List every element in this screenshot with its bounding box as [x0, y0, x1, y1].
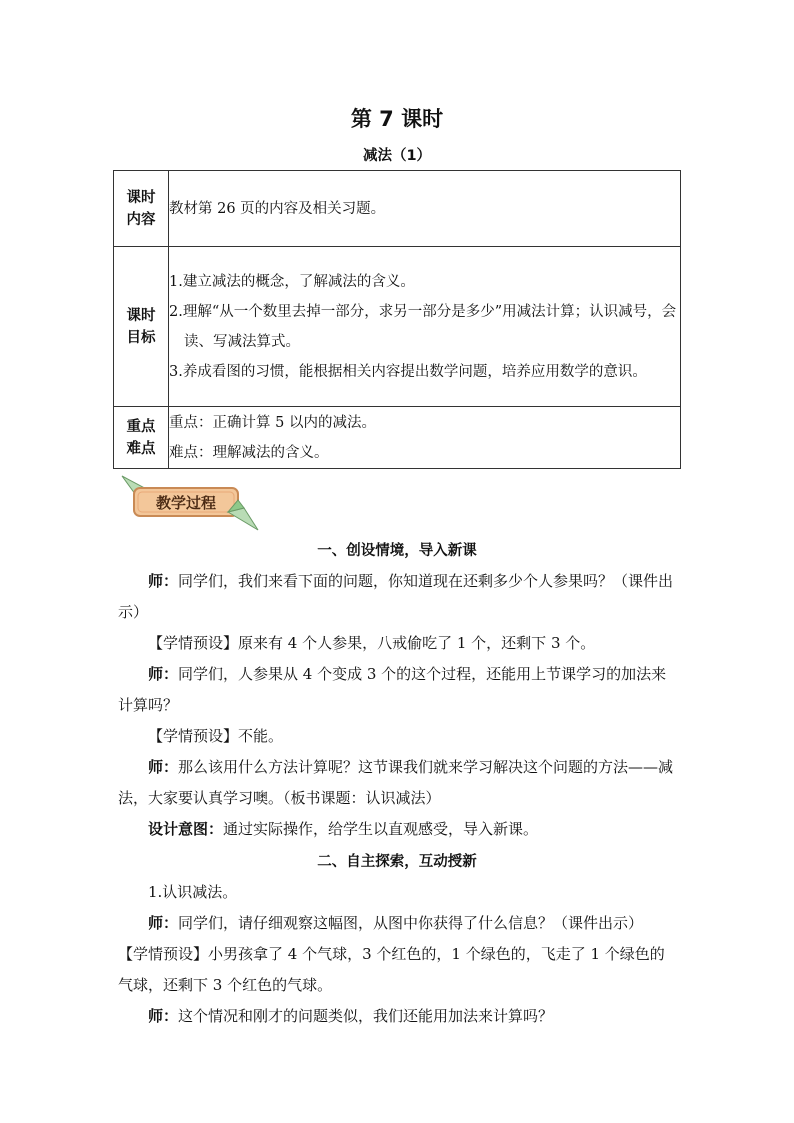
- page-subtitle: 减法（1）: [362, 148, 432, 164]
- page-title: 第 7 课时: [350, 107, 444, 131]
- key-label: [114, 407, 169, 469]
- paragraph: [118, 908, 678, 939]
- paragraph: [118, 628, 678, 659]
- goal-item: 2.理解“从一个数里去掉一部分，求另一部分是多少”用减法计算；认识减号，会读、写减法算式。: [169, 303, 677, 350]
- badge-text: 教学过程: [155, 494, 217, 512]
- paragraph: [118, 1001, 678, 1032]
- speaker-label: 师：: [148, 572, 179, 590]
- paragraph: [118, 939, 678, 1001]
- goals-label: [114, 247, 169, 407]
- content-label-text: 课时 内容: [126, 189, 156, 228]
- paragraph-text: 同学们，我们来看下面的问题，你知道现在还剩多少个人参果吗？（课件出示）: [118, 572, 674, 621]
- speaker-label: 师：: [148, 758, 179, 776]
- preset-label: 【学情预设】: [148, 727, 239, 745]
- speaker-label: 师：: [148, 914, 179, 932]
- lesson-info-table: [113, 170, 681, 469]
- key-cell: [169, 407, 681, 469]
- paragraph-text: 不能。: [238, 727, 284, 745]
- goal-item: 1.建立减法的概念，了解减法的含义。: [169, 273, 415, 290]
- difficult-point: 难点：理解减法的含义。: [169, 444, 329, 461]
- paragraph-text: 同学们，人参果从 4 个变成 3 个的这个过程，还能用上节课学习的加法来计算吗？: [118, 665, 667, 714]
- preset-label: 【学情预设】: [148, 634, 239, 652]
- paragraph-text: 这个情况和刚才的问题类似，我们还能用加法来计算吗？: [178, 1007, 554, 1025]
- section-2-title: 二、自主探索，互动授新: [317, 854, 477, 870]
- content-label: [114, 171, 169, 247]
- paragraph: [118, 659, 678, 721]
- paragraph-text: 原来有 4 个人参果，八戒偷吃了 1 个，还剩下 3 个。: [238, 634, 596, 652]
- paragraph-text: 通过实际操作，给学生以直观感受，导入新课。: [223, 820, 539, 838]
- speaker-label: 师：: [148, 665, 179, 683]
- paragraph: [118, 814, 678, 845]
- paragraph: [118, 752, 678, 814]
- teaching-process-badge: [120, 474, 260, 532]
- paragraph-text: 同学们，请仔细观察这幅图，从图中你获得了什么信息？（课件出示）: [178, 914, 644, 932]
- paragraph: [118, 566, 678, 628]
- preset-label: 【学情预设】: [118, 945, 209, 963]
- key-point: 重点：正确计算 5 以内的减法。: [169, 414, 376, 431]
- design-intent-label: 设计意图：: [148, 820, 224, 838]
- section-1-title: 一、创设情境，导入新课: [317, 543, 477, 559]
- goal-item: 3.养成看图的习惯，能根据相关内容提出数学问题，培养应用数学的意识。: [169, 363, 647, 380]
- paragraph-text: 1.认识减法。: [148, 883, 238, 901]
- key-label-text: 重点 难点: [126, 418, 156, 457]
- goals-cell: [169, 247, 681, 407]
- goals-label-text: 课时 目标: [126, 307, 156, 346]
- speaker-label: 师：: [148, 1007, 179, 1025]
- paragraph: [118, 721, 678, 752]
- paragraph-text: 那么该用什么方法计算呢？这节课我们就来学习解决这个问题的方法——减法，大家要认真学习噢。（板书课题：认识减法）: [118, 758, 674, 807]
- paragraph: [118, 877, 678, 908]
- content-cell: [169, 171, 681, 247]
- content-text: 教材第 26 页的内容及相关习题。: [169, 200, 386, 217]
- paragraph-text: 小男孩拿了 4 个气球，3 个红色的，1 个绿色的，飞走了 1 个绿色的气球，还剩下 3 个红色的气球。: [118, 945, 665, 994]
